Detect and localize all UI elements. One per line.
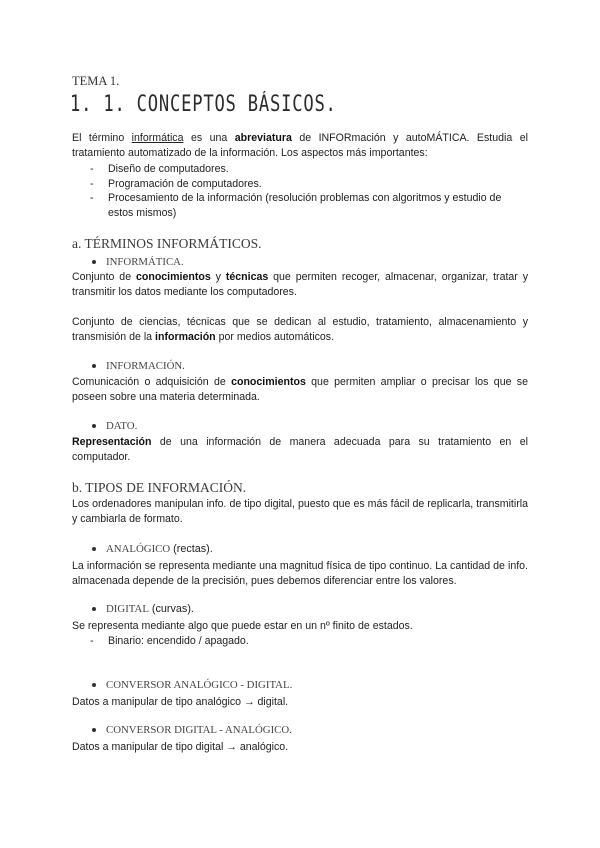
definition-informatica-2: Conjunto de ciencias, técnicas que se dedican al estudio, tratamiento, almacenamiento y transmisión de la información por medios automáticos. (72, 316, 528, 343)
list-item: - Programación de computadores. (90, 178, 262, 190)
bullet-icon (92, 607, 96, 611)
bullet-informacion: INFORMACIÓN. (92, 360, 185, 372)
bullet-icon (92, 364, 96, 368)
bullet-digital: DIGITAL (curvas). (92, 603, 194, 615)
list-item: - Procesamiento de la información (resolución problemas con algoritmos y estudio de estos mismos) (90, 192, 502, 219)
definition-informacion: Comunicación o adquisición de conocimientos que permiten ampliar o precisar los que se poseen sobre una materia determinada. (72, 376, 528, 403)
bullet-icon (92, 547, 96, 551)
intro-paragraph: El término informática es una abreviatura de INFORmación y autoMÁTICA. Estudia el tratamiento automatizado de la información. Los aspectos más importantes: (72, 132, 528, 159)
conversor-ad-text: Datos a manipular de tipo analógico → digital. (72, 696, 289, 708)
list-item: - Binario: encendido / apagado. (90, 635, 249, 647)
bullet-conversor-ad: CONVERSOR ANALÓGICO - DIGITAL. (92, 679, 292, 691)
bullet-icon (92, 683, 96, 687)
bullet-analogico: ANALÓGICO (rectas). (92, 543, 213, 555)
definition-dato: Representación de una información de manera adecuada para su tratamiento en el computador. (72, 436, 528, 463)
term-informatica: informática (131, 132, 184, 144)
bullet-informatica: INFORMÁTICA. (92, 256, 184, 268)
bullet-icon (92, 260, 96, 264)
conversor-da-text: Datos a manipular de tipo digital → analógico. (72, 741, 289, 753)
definition-informatica-1: Conjunto de conocimientos y técnicas que permiten recoger, almacenar, organizar, tratar y transmitir los datos mediante los computadores. (72, 271, 529, 298)
bullet-conversor-da: CONVERSOR DIGITAL - ANALÓGICO. (92, 724, 292, 736)
digital-text: Se representa mediante algo que puede estar en un nº finito de estados. (72, 620, 413, 632)
section-heading-a: a. TÉRMINOS INFORMÁTICOS. (72, 236, 262, 251)
analogico-text: La información se representa mediante una magnitud física de tipo continuo. La cantidad de info. almacenada depende de la precisión, pues debemos diferenciar entre los valores. (72, 560, 528, 587)
page-title: 1. 1. CONCEPTOS BÁSICOS. (70, 92, 337, 117)
bullet-dato: DATO. (92, 420, 137, 432)
list-item: - Diseño de computadores. (90, 163, 229, 175)
bullet-icon (92, 424, 96, 428)
section-b-intro: Los ordenadores manipulan info. de tipo digital, puesto que es más fácil de replicarla, transmitirla y cambiarla de formato. (72, 498, 528, 525)
bullet-icon (92, 728, 96, 732)
section-heading-b: b. TIPOS DE INFORMACIÓN. (72, 480, 247, 495)
tema-label: TEMA 1. (72, 74, 120, 88)
